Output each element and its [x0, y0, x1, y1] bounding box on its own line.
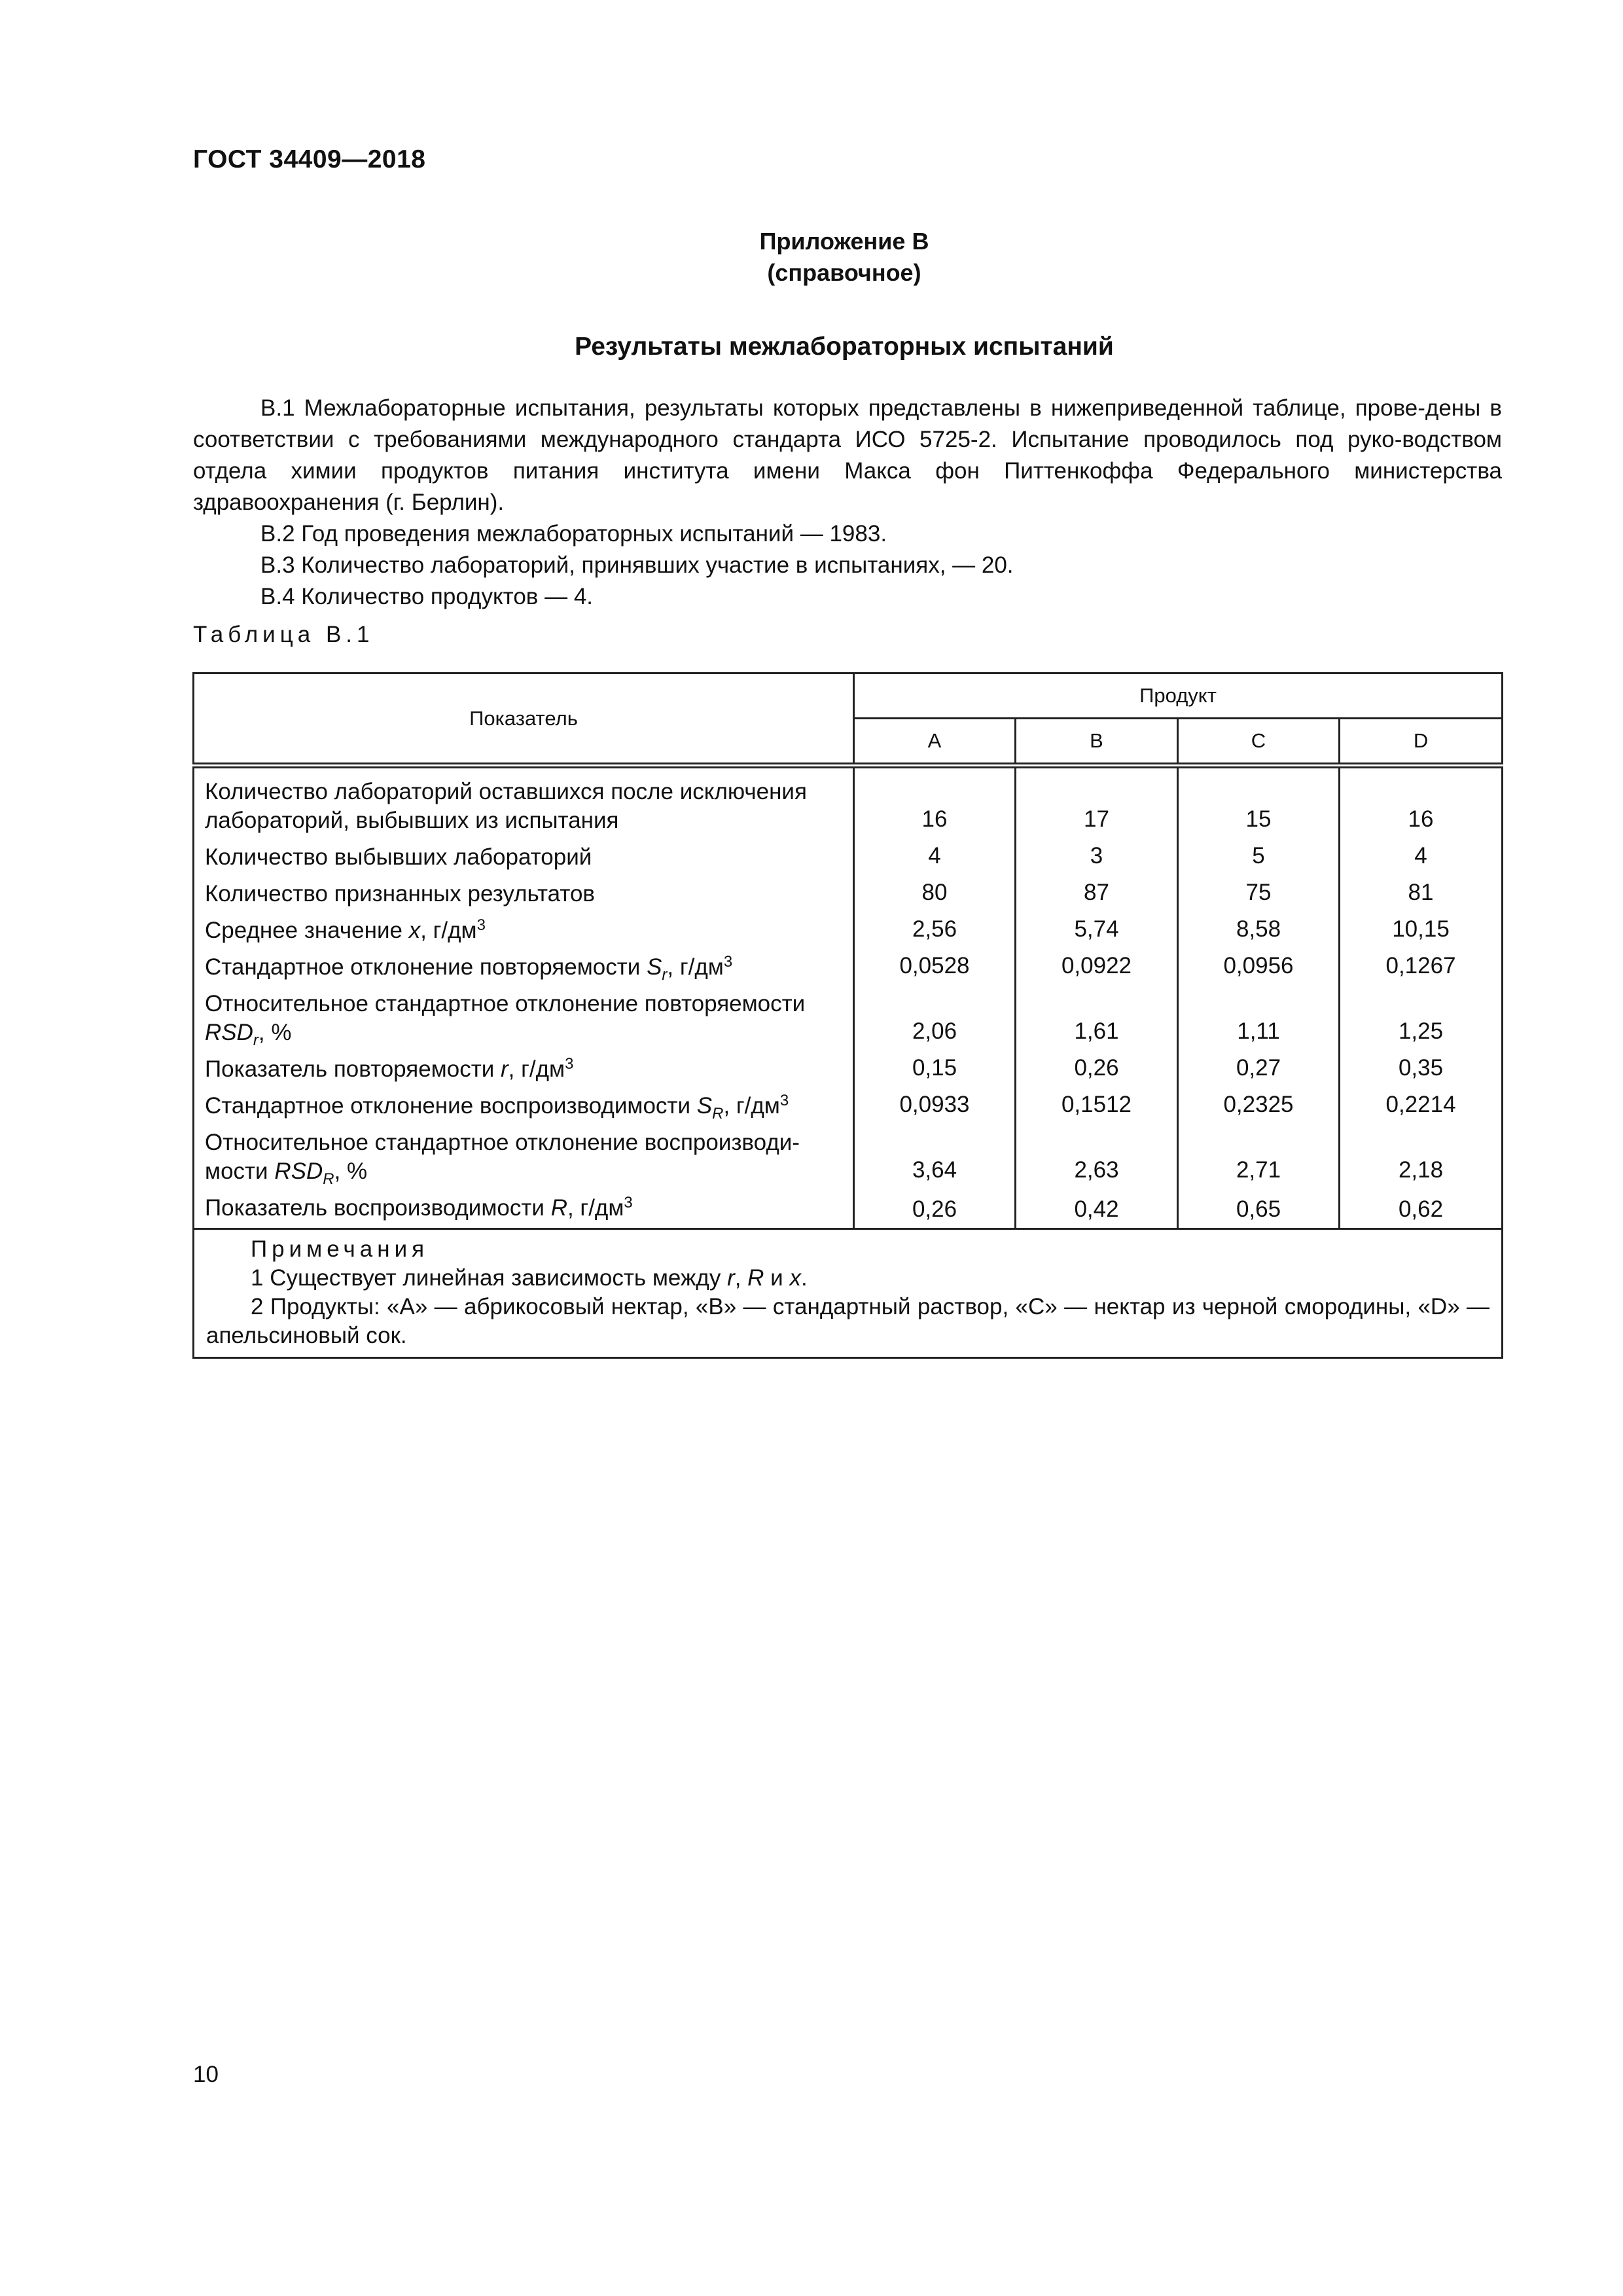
row-label	[194, 986, 854, 1051]
row-label	[194, 1088, 854, 1124]
label-text: Среднее значение	[205, 918, 409, 943]
value-cell-c: 1,11	[1178, 986, 1340, 1051]
notes-title: Примечания	[251, 1236, 429, 1262]
value-cell-b: 87	[1016, 876, 1178, 912]
header-product-b: B	[1016, 719, 1178, 766]
value-cell-c: 0,27	[1178, 1051, 1340, 1088]
label-text: Показатель повторяемости	[205, 1056, 501, 1082]
label-superscript: 3	[723, 953, 733, 971]
label-text: Относительное стандартное отклонение воспроизводи-мости	[205, 1130, 800, 1184]
label-symbol: RSD	[274, 1158, 323, 1184]
paragraph-b4: В.4 Количество продуктов — 4.	[260, 584, 594, 609]
table-body	[194, 766, 1503, 1229]
label-unit: , г/дм	[567, 1195, 624, 1221]
table-caption: Таблица В.1	[193, 622, 374, 647]
label-text: Стандартное отклонение воспроизводимости	[205, 1093, 697, 1119]
annex-title: Приложение В	[759, 228, 929, 255]
table-row	[194, 986, 1503, 1051]
paragraph-b1: В.1 Межлабораторные испытания, результаты которых представлены в нижеприведенной таблице, прове-дены в соответствии с требованиями международного стандарта ИСО 5725-2. Испытание проводилось под руко-водством отдела химии продуктов питания института имени Макса фон Питтенкоффа Федерального министерства здравоохранения (г. Берлин).	[193, 395, 1502, 515]
value-cell-d: 0,1267	[1340, 949, 1503, 986]
value-cell-c: 0,65	[1178, 1190, 1340, 1229]
body-text	[193, 393, 1502, 613]
table-row	[194, 949, 1503, 986]
value-cell-d: 16	[1340, 766, 1503, 840]
value-cell-c: 2,71	[1178, 1124, 1340, 1190]
label-superscript: 3	[624, 1194, 633, 1211]
table-row	[194, 1088, 1503, 1124]
label-symbol: x	[408, 918, 421, 943]
row-label: Количество выбывших лабораторий	[194, 839, 854, 876]
value-cell-d: 0,2214	[1340, 1088, 1503, 1124]
label-unit: , г/дм	[508, 1056, 565, 1082]
value-cell-c: 0,2325	[1178, 1088, 1340, 1124]
value-cell-b: 0,26	[1016, 1051, 1178, 1088]
value-cell-c: 5	[1178, 839, 1340, 876]
value-cell-b: 0,0922	[1016, 949, 1178, 986]
subscript	[712, 1105, 723, 1122]
value-cell-d: 0,35	[1340, 1051, 1503, 1088]
annex-heading	[0, 226, 1623, 289]
header-product-d: D	[1340, 719, 1503, 766]
value-cell-d: 4	[1340, 839, 1503, 876]
label-symbol: R	[550, 1195, 567, 1221]
label-subscript: R	[712, 1105, 724, 1122]
row-label	[194, 949, 854, 986]
table-row	[194, 766, 1503, 840]
value-cell-d: 0,62	[1340, 1190, 1503, 1229]
value-cell-b: 0,1512	[1016, 1088, 1178, 1124]
subscript	[323, 1170, 334, 1188]
note-2: 2 Продукты: «А» — абрикосовый нектар, «В» — стандартный раствор, «С» — нектар из черной смородины, «D» — апельсиновый сок.	[206, 1294, 1490, 1348]
table-row	[194, 1190, 1503, 1229]
results-table	[192, 672, 1503, 1359]
label-unit: , г/дм	[723, 1093, 780, 1119]
value-cell-a: 2,56	[854, 912, 1016, 949]
value-cell-a: 0,15	[854, 1051, 1016, 1088]
value-cell-a: 3,64	[854, 1124, 1016, 1190]
label-unit: , %	[334, 1158, 368, 1184]
label-subscript: r	[253, 1031, 259, 1049]
value-cell-d: 2,18	[1340, 1124, 1503, 1190]
value-cell-b: 5,74	[1016, 912, 1178, 949]
table-row	[194, 876, 1503, 912]
label-unit: , г/дм	[420, 918, 477, 943]
value-cell-c: 75	[1178, 876, 1340, 912]
value-cell-a: 0,0528	[854, 949, 1016, 986]
value-cell-a: 80	[854, 876, 1016, 912]
row-label	[194, 912, 854, 949]
label-text: Относительное стандартное отклонение повторяемости	[205, 991, 806, 1016]
standard-code: ГОСТ 34409—2018	[193, 145, 426, 173]
header-product: Продукт	[854, 673, 1503, 719]
paragraph-b2: В.2 Год проведения межлабораторных испытаний — 1983.	[260, 521, 887, 547]
header-product-a: A	[854, 719, 1016, 766]
annex-type: (справочное)	[767, 259, 921, 286]
value-cell-b: 17	[1016, 766, 1178, 840]
paragraph-b3: В.3 Количество лабораторий, принявших участие в испытаниях, — 20.	[260, 552, 1014, 578]
table-row	[194, 1124, 1503, 1190]
label-subscript: r	[662, 966, 668, 984]
value-cell-a: 2,06	[854, 986, 1016, 1051]
label-superscript: 3	[476, 916, 486, 934]
row-label: Количество признанных результатов	[194, 876, 854, 912]
value-cell-d: 1,25	[1340, 986, 1503, 1051]
label-unit: , %	[258, 1020, 292, 1045]
section-title: Результаты межлабораторных испытаний	[575, 332, 1114, 361]
label-text: Стандартное отклонение повторяемости	[205, 954, 647, 980]
label-symbol: S	[647, 954, 662, 980]
value-cell-a: 0,0933	[854, 1088, 1016, 1124]
table-notes	[194, 1229, 1503, 1358]
label-symbol: r	[501, 1056, 508, 1082]
table-notes-row	[194, 1229, 1503, 1358]
table-row	[194, 912, 1503, 949]
label-text: Показатель воспроизводимости	[205, 1195, 551, 1221]
value-cell-c: 0,0956	[1178, 949, 1340, 986]
label-symbol: RSD	[205, 1020, 253, 1045]
value-cell-d: 81	[1340, 876, 1503, 912]
value-cell-d: 10,15	[1340, 912, 1503, 949]
value-cell-a: 16	[854, 766, 1016, 840]
header-indicator: Показатель	[194, 673, 854, 766]
value-cell-a: 0,26	[854, 1190, 1016, 1229]
value-cell-b: 2,63	[1016, 1124, 1178, 1190]
label-unit: , г/дм	[667, 954, 724, 980]
table-row	[194, 839, 1503, 876]
value-cell-c: 15	[1178, 766, 1340, 840]
row-label: Количество лабораторий оставшихся после исключения лабораторий, выбывших из испытания	[194, 766, 854, 840]
value-cell-c: 8,58	[1178, 912, 1340, 949]
subscript	[253, 1031, 259, 1049]
label-subscript: R	[323, 1170, 334, 1188]
label-superscript: 3	[779, 1092, 789, 1109]
row-label	[194, 1124, 854, 1190]
value-cell-b: 0,42	[1016, 1190, 1178, 1229]
note-1: 1 Существует линейная зависимость между r, R и x.	[251, 1265, 808, 1291]
value-cell-b: 1,61	[1016, 986, 1178, 1051]
table-row	[194, 1051, 1503, 1088]
page-number: 10	[193, 2062, 219, 2087]
header-product-c: C	[1178, 719, 1340, 766]
label-superscript: 3	[565, 1055, 574, 1073]
label-symbol: S	[696, 1093, 713, 1119]
value-cell-b: 3	[1016, 839, 1178, 876]
row-label	[194, 1051, 854, 1088]
row-label	[194, 1190, 854, 1229]
value-cell-a: 4	[854, 839, 1016, 876]
